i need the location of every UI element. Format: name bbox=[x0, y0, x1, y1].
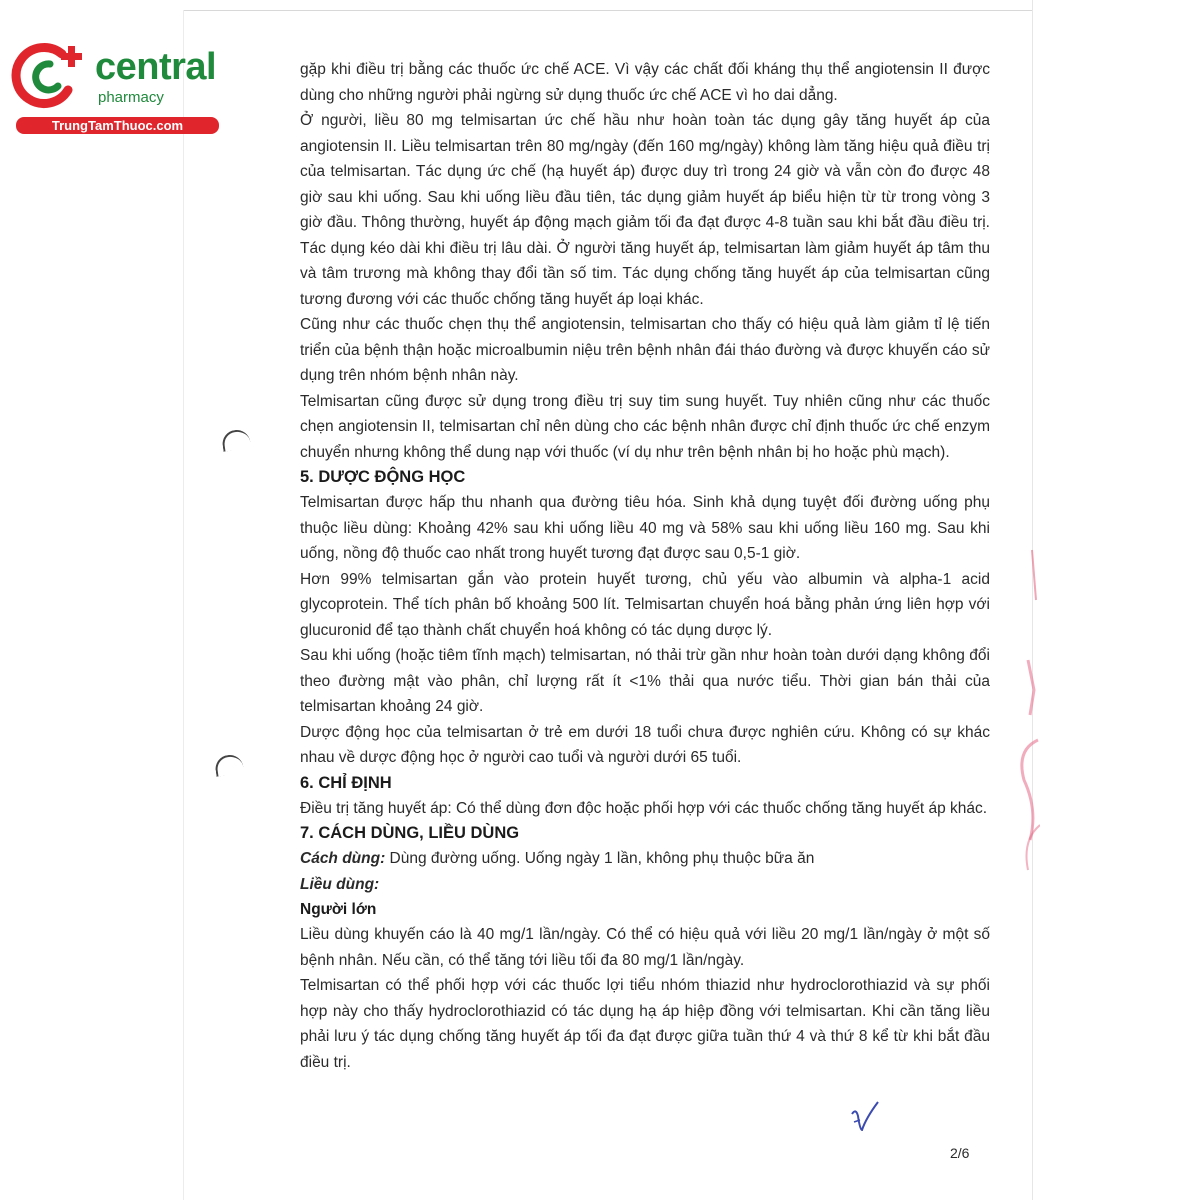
section-heading-pharmacokinetics: 5. DƯỢC ĐỘNG HỌC bbox=[300, 468, 466, 486]
administration-line bbox=[300, 846, 990, 872]
page-number: 2/6 bbox=[950, 1145, 970, 1161]
signature-mark bbox=[848, 1100, 884, 1140]
stamp-mark bbox=[1010, 540, 1040, 880]
paragraph: gặp khi điều trị bằng các thuốc ức chế ACE. Vì vậy các chất đối kháng thụ thể angiotensin II được dùng cho những người phải ngừng sử dụng thuốc ức chế ACE vì ho dai dẳng. bbox=[300, 61, 990, 104]
page-edge-left bbox=[183, 10, 184, 1200]
administration-text: Dùng đường uống. Uống ngày 1 lần, không phụ thuộc bữa ăn bbox=[385, 850, 815, 867]
paragraph: Ở người, liều 80 mg telmisartan ức chế hầu như hoàn toàn tác dụng gây tăng huyết áp của angiotensin II. Liều telmisartan trên 80 mg/ngày (đến 160 mg/ngày) không làm tăng hiệu quả điều trị của telmisartan. Tác dụng ức chế (hạ huyết áp) được duy trì trong 24 giờ và vẫn còn đo được 48 giờ sau khi uống. Sau khi uống liều đầu tiên, tác dụng giảm huyết áp biểu hiện từ từ trong vòng 3 giờ đầu. Thông thường, huyết áp động mạch giảm tối đa đạt được 4-8 tuần sau khi bắt đầu điều trị. Tác dụng kéo dài khi điều trị lâu dài. Ở người tăng huyết áp, telmisartan làm giảm huyết áp tâm thu và tâm trương mà không thay đổi tần số tim. Tác dụng chống tăng huyết áp của telmisartan cũng tương đương với các thuốc chống tăng huyết áp loại khác. bbox=[300, 112, 990, 308]
paragraph: Dược động học của telmisartan ở trẻ em dưới 18 tuổi chưa được nghiên cứu. Không có sự khác nhau về dược động học ở người cao tuổi và người dưới 65 tuổi. bbox=[300, 723, 990, 766]
binder-hole-mark bbox=[221, 428, 252, 452]
binder-hole-mark bbox=[214, 753, 245, 777]
dosage-label: Liều dùng: bbox=[300, 875, 380, 893]
logo-name: central bbox=[95, 46, 217, 88]
page-edge-top bbox=[183, 10, 1033, 11]
administration-label: Cách dùng: bbox=[300, 850, 386, 867]
section-heading-dosage: 7. CÁCH DÙNG, LIỀU DÙNG bbox=[300, 824, 520, 842]
paragraph: Cũng như các thuốc chẹn thụ thể angiotensin, telmisartan cho thấy có hiệu quả làm giảm tỉ lệ tiến triển của bệnh thận hoặc microalbumin niệu trên bệnh nhân đái tháo đường và được khuyến cáo sử dụng trên nhóm bệnh nhân này. bbox=[300, 316, 990, 384]
adults-label: Người lớn bbox=[300, 901, 377, 918]
section-heading-indications: 6. CHỈ ĐỊNH bbox=[300, 773, 392, 792]
central-pharmacy-logo[interactable] bbox=[10, 38, 215, 138]
paragraph: Telmisartan được hấp thu nhanh qua đường tiêu hóa. Sinh khả dụng tuyệt đối đường uống phụ thuộc liều dùng: Khoảng 42% sau khi uống liều 40 mg và 58% sau khi uống liều 160 mg. Sau khi uống, nồng độ thuốc cao nhất trong huyết tương đạt được sau 0,5-1 giờ. bbox=[300, 494, 990, 562]
paragraph: Hơn 99% telmisartan gắn vào protein huyết tương, chủ yếu vào albumin và alpha-1 acid glycoprotein. Thể tích phân bố khoảng 500 lít. Telmisartan chuyển hoá bằng phản ứng liên hợp với glucuronid để tạo thành chất chuyển hoá không có tác dụng dược lý. bbox=[300, 570, 990, 639]
paragraph: Telmisartan có thể phối hợp với các thuốc lợi tiểu nhóm thiazid như hydroclorothiazid và sự phối hợp này cho thấy hydroclorothiazid có tác dụng hạ áp hiệp đồng với telmisartan. Khi cần tăng liều phải lưu ý tác dụng chống tăng huyết áp tối đa đạt được giữa tuần thứ 4 và thứ 8 kể từ khi bắt đầu điều trị. bbox=[300, 977, 990, 1071]
paragraph: Sau khi uống (hoặc tiêm tĩnh mạch) telmisartan, nó thải trừ gần như hoàn toàn dưới dạng không đổi theo đường mật vào phân, chỉ lượng rất ít <1% thải qua nước tiểu. Thời gian bán thải của telmisartan khoảng 24 giờ. bbox=[300, 647, 990, 715]
logo-website[interactable]: TrungTamThuoc.com bbox=[16, 117, 219, 134]
document-body bbox=[300, 57, 990, 1075]
paragraph: Điều trị tăng huyết áp: Có thể dùng đơn độc hoặc phối hợp với các thuốc chống tăng huyết áp khác. bbox=[300, 799, 988, 817]
paragraph: Telmisartan cũng được sử dụng trong điều trị suy tim sung huyết. Tuy nhiên cũng như các thuốc chẹn angiotensin II, telmisartan chỉ nên dùng cho các bệnh nhân được chỉ định thuốc ức chế enzym chuyển nhưng không thể dung nạp với thuốc (ví dụ như trên bệnh nhân bị ho hoặc phù mạch). bbox=[300, 392, 990, 461]
logo-mark-icon bbox=[10, 38, 90, 113]
paragraph: Liều dùng khuyến cáo là 40 mg/1 lần/ngày. Có thể có hiệu quả với liều 20 mg/1 lần/ngày ở một số bệnh nhân. Nếu cần, có thể tăng tới liều tối đa 80 mg/1 lần/ngày. bbox=[300, 926, 990, 969]
logo-subtitle: pharmacy bbox=[98, 89, 164, 106]
